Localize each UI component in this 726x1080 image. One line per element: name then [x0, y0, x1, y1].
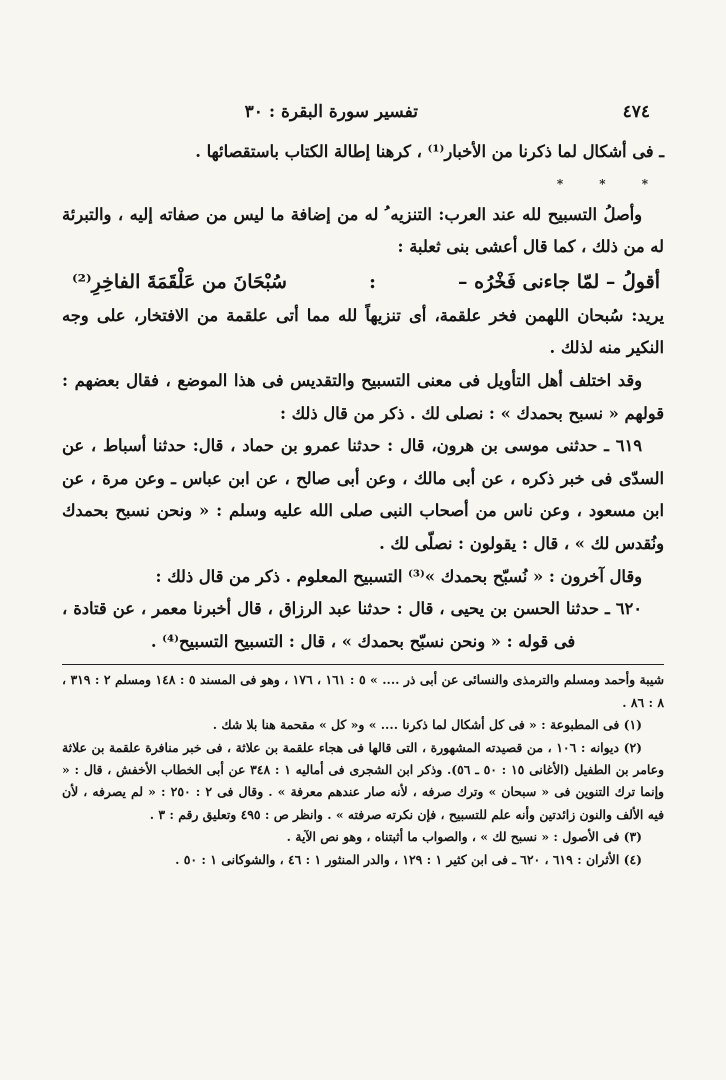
footnotes	[62, 669, 664, 871]
footnote-continuation: شيبة وأحمد ومسلم والترمذى والنسائى عن أبى ذر .... » ٥ : ١٦١ ، ١٧٦ ، وهو فى المسند ٥ : ١٤٨ ومسلم ٢ : ٣١٩ ، ٨ : ٨٦ .	[62, 672, 665, 710]
hadith-619: ٦١٩ ـ حدثنى موسى بن هرون، قال : حدثنا عمرو بن حماد ، قال: حدثنا أسباط ، عن السدّى فى خبر ذكره ، عن أبى مالك ، وعن أبى صالح ، عن ابن عباس ـ وعن مرة ، عن ابن مسعود ، وعن ناس من أصحاب النبى صلى الله عليه وسلم : « ونحن نسبح بحمدك ونُقدس لك » ، قال : يقولون : نصلّى لك .	[62, 436, 664, 553]
poem-second-hemistich: سُبْحَانَ من عَلْقَمَةَ الفاخِرِ⁽²⁾	[72, 270, 287, 293]
poem-first-hemistich: أقولُ – لمّا جاءنى فَخْرُه –	[458, 270, 660, 293]
footnote-1: (١) فى المطبوعة : « فى كل أشكال لما ذكرنا .... » و« كل » مقحمة هنا بلا شك .	[212, 717, 642, 733]
footnote-3: (٣) فى الأصول : « نسبح لك » ، والصواب ما أثبتناه ، وهو نص الآية .	[286, 829, 642, 845]
footnote-divider	[62, 664, 664, 665]
footnote-4: (٤) الأثران : ٦١٩ ، ٦٢٠ ـ فى ابن كثير ١ : ١٢٩ ، والدر المنثور ١ : ٤٦ ، والشوكانى ١ : ٥٠ .	[175, 851, 642, 867]
page-number: ٤٧٤	[622, 102, 650, 122]
paragraph-explanation: يريد: سُبحان اللهمن فخر علقمة، أى تنزيهاً لله مما أتى علقمة من الافتخار، على وجه النكير منه لذلك .	[62, 305, 664, 358]
poem-separator: :	[368, 270, 376, 293]
paragraph-interpretation: وقد اختلف أهل التأويل فى معنى التسبيح والتقديس فى هذا الموضع ، فقال بعضهم : قولهم « نسبح بحمدك » : نصلى لك . ذكر من قال ذلك :	[62, 370, 664, 423]
paragraph-others: وقال آخرون : « نُسبّح بحمدك »⁽³⁾ التسبيح المعلوم . ذكر من قال ذلك :	[155, 566, 642, 586]
running-title: تفسير سورة البقرة : ٣٠	[244, 102, 418, 122]
footnote-2: (٢) ديوانه : ١٠٦ ، من قصيدته المشهورة ، التى قالها فى هجاء علقمة بن علاثة ، فى خبر منافرة علقمة بن علاثة وعامر بن الطفيل (الأغانى ١٥ : ٥٠ ـ ٥٦). وذكر ابن الشجرى فى أماليه ١ : ٣٤٨ عن أبى الخطاب الأخفش ، قال : « وإنما ترك التنوين فى « سبحان » وترك صرفه ، لأنه صار عندهم معرفة » . وقال فى ٢ : ٢٥٠ : « لم يصرفه ، لأن فيه الألف والنون زائدتين وأنه علم للتسبيح ، فإن نكرته صرفته » . وانظر ص : ٤٩٥ وتعليق رقم : ٣ .	[62, 739, 665, 822]
poem-verse	[62, 264, 664, 300]
hadith-620: ٦٢٠ ـ حدثنا الحسن بن يحيى ، قال : حدثنا عبد الرزاق ، قال أخبرنا معمر ، عن قتادة ، فى قوله : « ونحن نسبّح بحمدك » ، قال : التسبيح التسبيح⁽⁴⁾ .	[62, 599, 642, 651]
paragraph-tasbih-origin: وأصلُ التسبيح لله عند العرب: التنزيه ُ له من إضافة ما ليس من صفاته إليه ، والتبرئة له من ذلك ، كما قال أعشى بنى ثعلبة :	[62, 204, 664, 257]
paragraph-continuation: ـ فى أشكال لما ذكرنا من الأخبار⁽¹⁾ ، كرهنا إطالة الكتاب باستقصائها .	[195, 142, 664, 161]
main-text	[62, 136, 664, 658]
page-header	[62, 96, 664, 122]
section-separator: * * *	[556, 176, 664, 191]
